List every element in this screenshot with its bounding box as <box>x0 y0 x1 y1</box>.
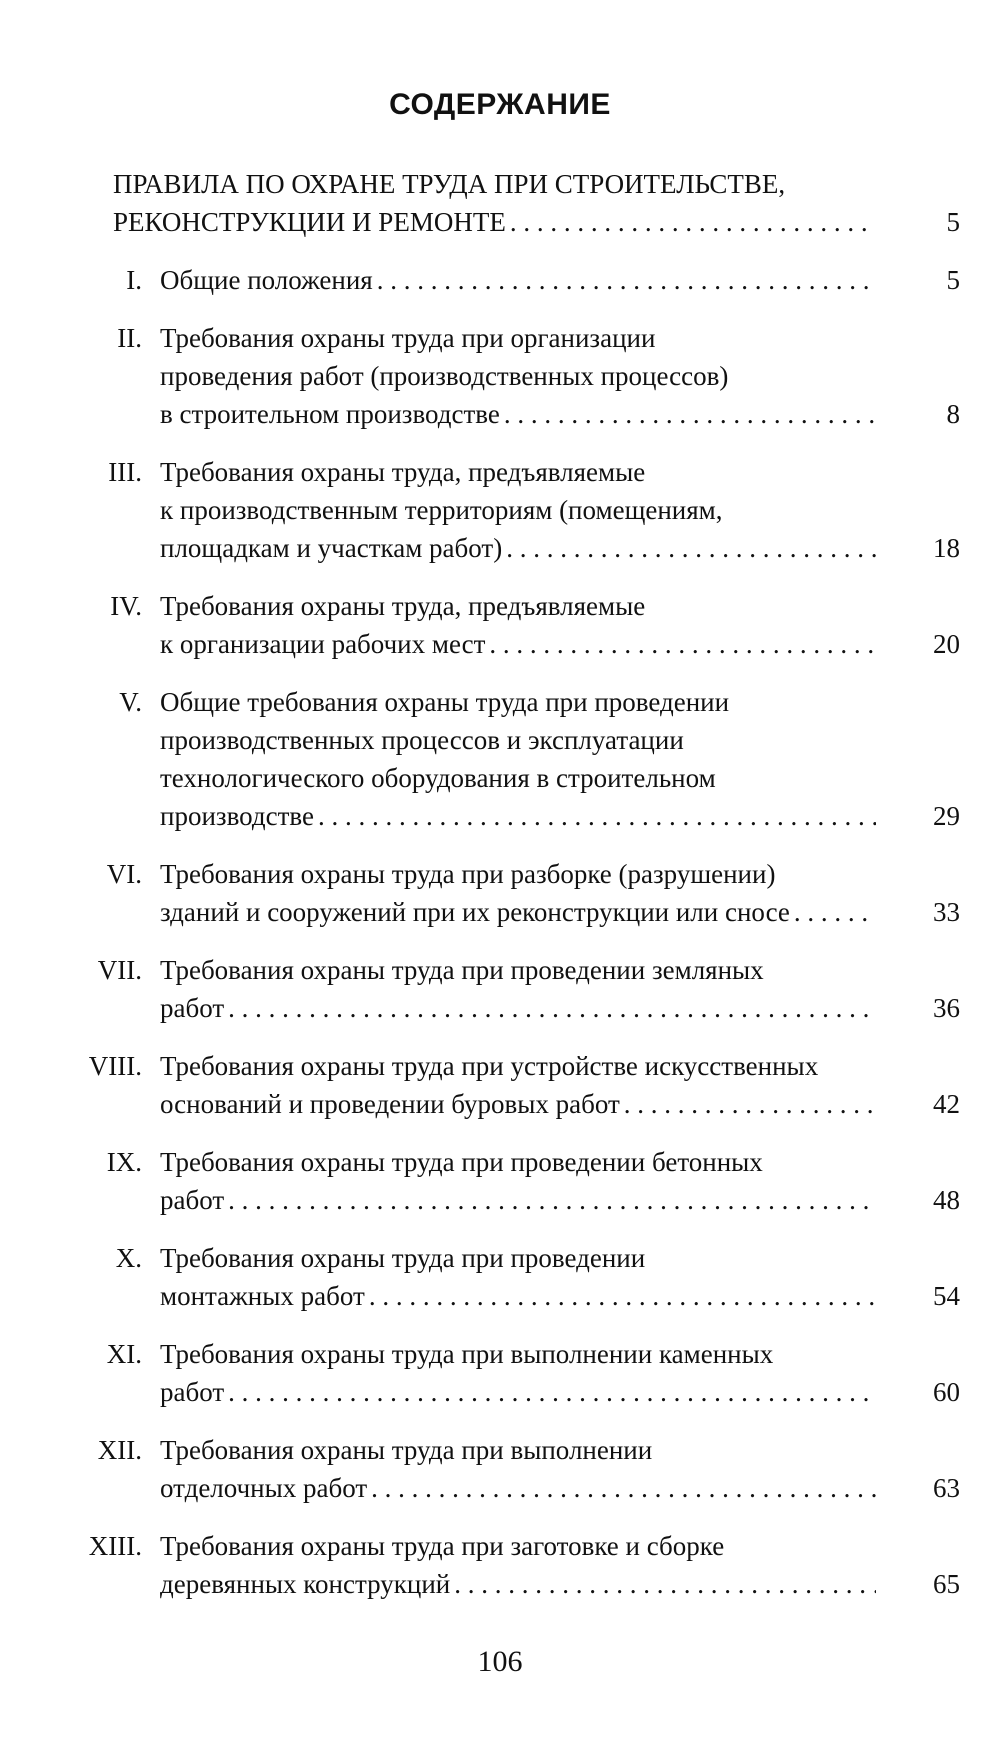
dot-leader <box>228 1373 876 1411</box>
toc-entry[interactable] <box>0 855 1000 931</box>
toc-section-number: III. <box>108 457 142 487</box>
toc-section-number: VI. <box>106 859 142 889</box>
toc-page-number: 29 <box>933 801 960 831</box>
toc-entry[interactable] <box>0 1335 1000 1411</box>
toc-entry-line: Требования охраны труда, предъявляемые <box>160 457 646 487</box>
toc-section-number: VIII. <box>88 1051 142 1081</box>
dot-leader <box>624 1085 876 1123</box>
toc-part-line: ПРАВИЛА ПО ОХРАНЕ ТРУДА ПРИ СТРОИТЕЛЬСТВЕ, <box>113 169 786 199</box>
toc-entry-line: Требования охраны труда при организации <box>160 323 656 353</box>
toc-entry[interactable] <box>0 1047 1000 1123</box>
toc-section-number: I. <box>126 265 142 295</box>
toc-entry[interactable] <box>0 1527 1000 1603</box>
toc-page-number: 33 <box>933 897 960 927</box>
toc-entry-line: деревянных конструкций <box>160 1569 451 1599</box>
toc-entry[interactable] <box>0 951 1000 1027</box>
toc-entry-line: проведения работ (производственных процессов) <box>160 361 729 391</box>
toc-entry-line: Требования охраны труда при выполнении каменных <box>160 1339 774 1369</box>
toc-entry-line: работ <box>160 993 225 1023</box>
dot-leader <box>371 1469 876 1507</box>
toc-entry-line: Требования охраны труда при проведении земляных <box>160 955 764 985</box>
toc-section-number: II. <box>117 323 142 353</box>
toc-page-number: 18 <box>933 533 960 563</box>
toc-entry[interactable] <box>0 1431 1000 1507</box>
toc-entry-line: монтажных работ <box>160 1281 365 1311</box>
toc-entry[interactable] <box>0 261 1000 299</box>
toc-entry-line: Требования охраны труда при выполнении <box>160 1435 653 1465</box>
toc-entry[interactable] <box>0 683 1000 835</box>
dot-leader <box>228 1181 876 1219</box>
toc-entry-line: зданий и сооружений при их реконструкции или сносе <box>160 897 790 927</box>
toc-entry-line: к производственным территориям (помещениям, <box>160 495 723 525</box>
toc-page-number: 60 <box>933 1377 960 1407</box>
toc-entry-line: оснований и проведении буровых работ <box>160 1089 620 1119</box>
toc-entry-line: Общие положения <box>160 265 373 295</box>
toc-page-number: 65 <box>933 1569 960 1599</box>
toc-entry[interactable] <box>0 319 1000 433</box>
toc-section-number: X. <box>115 1243 142 1273</box>
dot-leader <box>504 395 876 433</box>
toc-entry-line: Требования охраны труда при устройстве искусственных <box>160 1051 819 1081</box>
toc-entry[interactable] <box>0 1143 1000 1219</box>
toc-page-number: 36 <box>933 993 960 1023</box>
toc-entry[interactable] <box>0 587 1000 663</box>
dot-leader <box>454 1565 876 1603</box>
toc-entry-line: работ <box>160 1377 225 1407</box>
page-number: 106 <box>477 1645 523 1678</box>
toc-part-entry[interactable] <box>0 165 1000 241</box>
toc-page-number: 20 <box>933 629 960 659</box>
toc-entry-line: работ <box>160 1185 225 1215</box>
toc-entry-line: в строительном производстве <box>160 399 500 429</box>
toc-section-number: VII. <box>97 955 142 985</box>
toc-entry[interactable] <box>0 453 1000 567</box>
toc-page-number: 5 <box>946 207 960 237</box>
toc-entry-line: Требования охраны труда при разборке (разрушении) <box>160 859 776 889</box>
dot-leader <box>369 1277 876 1315</box>
toc-entry-line: Требования охраны труда, предъявляемые <box>160 591 646 621</box>
toc-entry-line: производственных процессов и эксплуатации <box>160 725 684 755</box>
toc-section-number: IV. <box>110 591 142 621</box>
toc-part-line: РЕКОНСТРУКЦИИ И РЕМОНТЕ <box>113 207 506 237</box>
toc-entry[interactable] <box>0 1239 1000 1315</box>
dot-leader <box>228 989 876 1027</box>
toc-entry-line: Требования охраны труда при проведении бетонных <box>160 1147 763 1177</box>
dot-leader <box>510 203 876 241</box>
toc-entry-line: Требования охраны труда при заготовке и сборке <box>160 1531 725 1561</box>
dot-leader <box>318 797 876 835</box>
toc-entry-line: Требования охраны труда при проведении <box>160 1243 646 1273</box>
toc-section-number: V. <box>119 687 142 717</box>
dot-leader <box>489 625 876 663</box>
toc-entry-line: к организации рабочих мест <box>160 629 486 659</box>
toc-section-number: IX. <box>106 1147 142 1177</box>
toc-page-number: 5 <box>946 265 960 295</box>
dot-leader <box>506 529 876 567</box>
toc-entry-line: площадкам и участкам работ) <box>160 533 503 563</box>
toc-section-number: XI. <box>106 1339 142 1369</box>
toc-section-list <box>0 261 1000 1603</box>
page-title: СОДЕРЖАНИЕ <box>389 88 611 121</box>
toc-section-number: XIII. <box>88 1531 142 1561</box>
toc-section-number: XII. <box>97 1435 142 1465</box>
toc-entry-line: технологического оборудования в строительном <box>160 763 716 793</box>
toc-page-number: 42 <box>933 1089 960 1119</box>
table-of-contents <box>0 165 1000 1623</box>
dot-leader <box>794 893 876 931</box>
toc-page-number: 54 <box>933 1281 960 1311</box>
toc-page-number: 48 <box>933 1185 960 1215</box>
toc-entry-line: отделочных работ <box>160 1473 368 1503</box>
toc-entry-line: Общие требования охраны труда при проведении <box>160 687 730 717</box>
dot-leader <box>377 261 876 299</box>
toc-page-number: 8 <box>946 399 960 429</box>
toc-entry-line: производстве <box>160 801 314 831</box>
toc-page-number: 63 <box>933 1473 960 1503</box>
